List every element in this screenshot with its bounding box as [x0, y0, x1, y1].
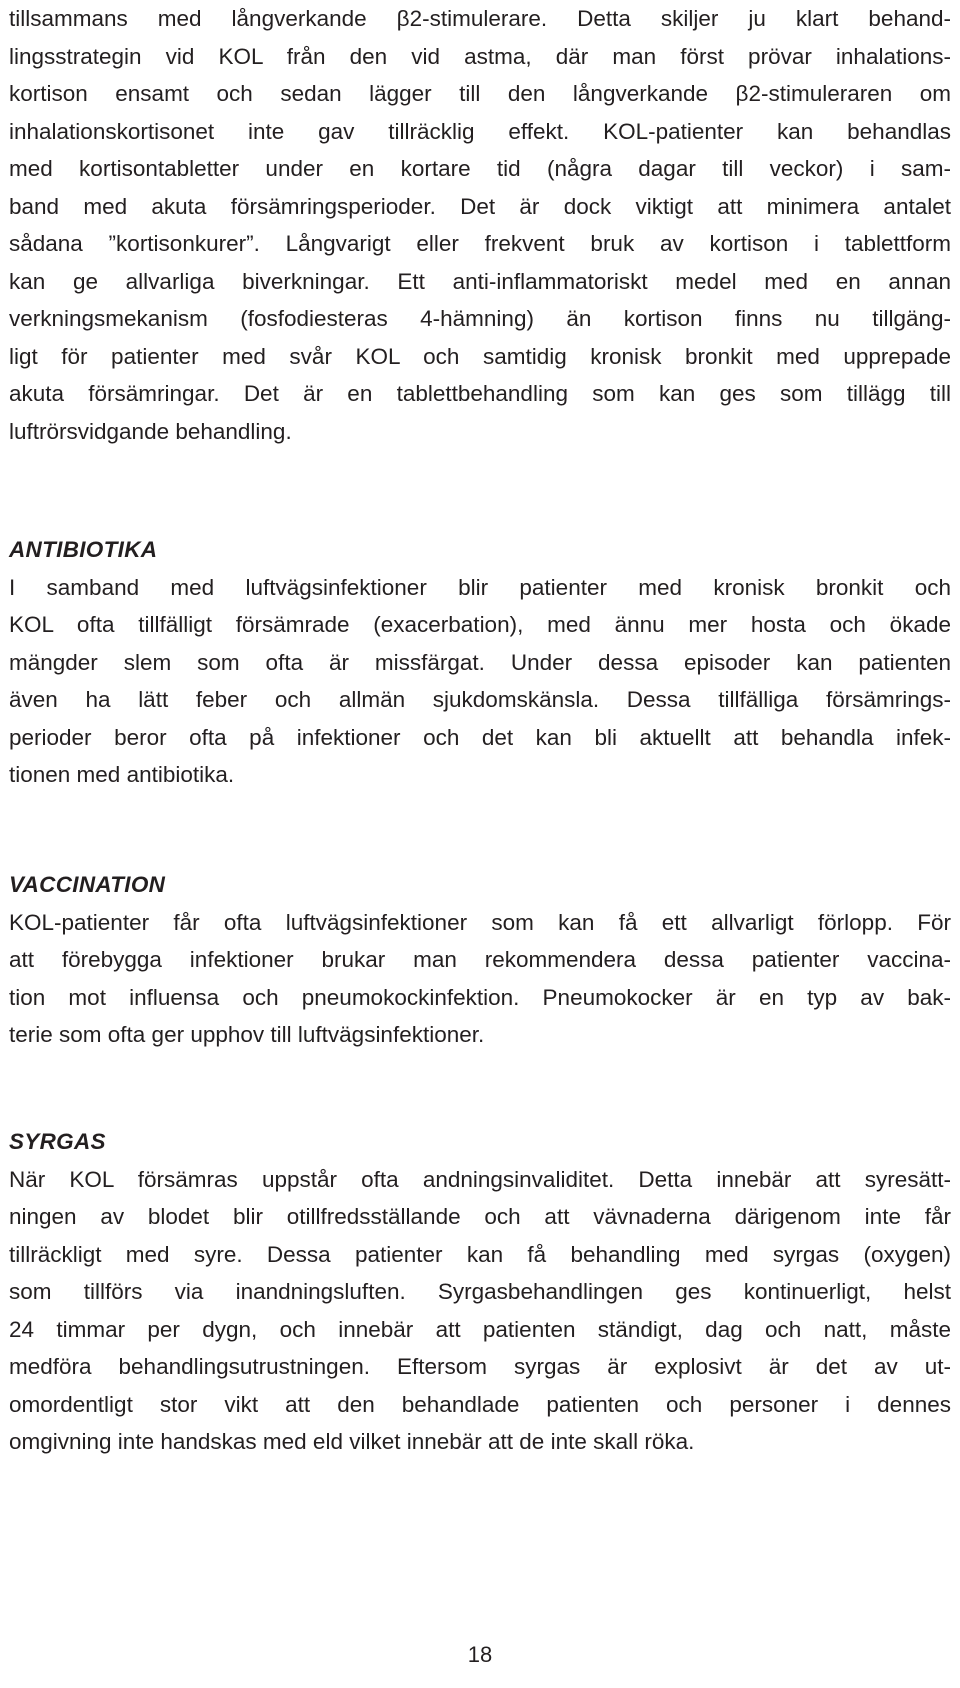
text-line: verkningsmekanism (fosfodiesteras 4-hämning) än kortison finns nu tillgäng- — [9, 306, 951, 331]
text-line: akuta försämringar. Det är en tablettbehandling som kan ges som tillägg till — [9, 381, 951, 406]
vaccination-paragraph — [9, 904, 951, 1054]
text-line: med kortisontabletter under en kortare tid (några dagar till veckor) i sam- — [9, 156, 951, 181]
vaccination-section — [9, 866, 951, 1054]
text-line: kan ge allvarliga biverkningar. Ett anti-inflammatoriskt medel med en annan — [9, 268, 951, 294]
section-heading: VACCINATION — [9, 872, 166, 897]
intro-paragraph — [9, 0, 951, 450]
antibiotika-section — [9, 531, 951, 794]
text-line: omordentligt stor vikt att den behandlade patienten och personer i dennes — [9, 1391, 951, 1417]
text-line: tionen med antibiotika. — [9, 762, 235, 787]
text-line: terie som ofta ger upphov till luftvägsinfektioner. — [9, 1022, 485, 1047]
text-line: även ha lätt feber och allmän sjukdomskänsla. Dessa tillfälliga försämrings- — [9, 687, 951, 712]
text-line: luftrörsvidgande behandling. — [9, 418, 292, 444]
syrgas-paragraph — [9, 1161, 951, 1461]
text-line: KOL-patienter får ofta luftvägsinfektioner som kan få ett allvarligt förlopp. För — [9, 909, 951, 935]
text-line: band med akuta försämringsperioder. Det är dock viktigt att minimera antalet — [9, 193, 951, 219]
text-line: omgivning inte handskas med eld vilket innebär att de inte skall röka. — [9, 1429, 695, 1454]
text-line: perioder beror ofta på infektioner och det kan bli aktuellt att behandla infek- — [9, 724, 951, 750]
text-line: KOL ofta tillfälligt försämrade (exacerbation), med ännu mer hosta och ökade — [9, 612, 951, 637]
intro-section — [9, 0, 951, 450]
text-line: kortison ensamt och sedan lägger till den långverkande β2-stimuleraren om — [9, 81, 951, 106]
page-number: 18 — [467, 1642, 493, 1667]
text-line: sådana ”kortisonkurer”. Långvarigt eller frekvent bruk av kortison i tablettform — [9, 231, 951, 256]
text-line: tillsammans med långverkande β2-stimulerare. Detta skiljer ju klart behand- — [9, 6, 951, 31]
text-line: medföra behandlingsutrustningen. Eftersom syrgas är explosivt är det av ut- — [9, 1354, 951, 1379]
text-line: När KOL försämras uppstår ofta andningsinvaliditet. Detta innebär att syresätt- — [9, 1166, 951, 1192]
text-line: mängder slem som ofta är missfärgat. Under dessa episoder kan patienten — [9, 649, 951, 675]
text-line: tion mot influensa och pneumokockinfektion. Pneumokocker är en typ av bak- — [9, 984, 951, 1010]
text-line: som tillförs via inandningsluften. Syrgasbehandlingen ges kontinuerligt, helst — [9, 1279, 951, 1304]
text-line: tillräckligt med syre. Dessa patienter kan få behandling med syrgas (oxygen) — [9, 1241, 951, 1267]
section-heading: SYRGAS — [9, 1129, 106, 1154]
syrgas-section — [9, 1123, 951, 1461]
antibiotika-paragraph — [9, 569, 951, 794]
text-line: att förebygga infektioner brukar man rekommendera dessa patienter vaccina- — [9, 947, 951, 972]
text-line: ligt för patienter med svår KOL och samtidig kronisk bronkit med upprepade — [9, 343, 951, 369]
text-line: ningen av blodet blir otillfredsställande och att vävnaderna därigenom inte får — [9, 1204, 951, 1229]
text-line: lingsstrategin vid KOL från den vid astma, där man först prövar inhalations- — [9, 43, 951, 69]
text-line: inhalationskortisonet inte gav tillräcklig effekt. KOL-patienter kan behandlas — [9, 118, 951, 144]
section-heading: ANTIBIOTIKA — [9, 537, 158, 562]
text-line: I samband med luftvägsinfektioner blir patienter med kronisk bronkit och — [9, 574, 951, 600]
text-line: 24 timmar per dygn, och innebär att patienten ständigt, dag och natt, måste — [9, 1316, 951, 1342]
